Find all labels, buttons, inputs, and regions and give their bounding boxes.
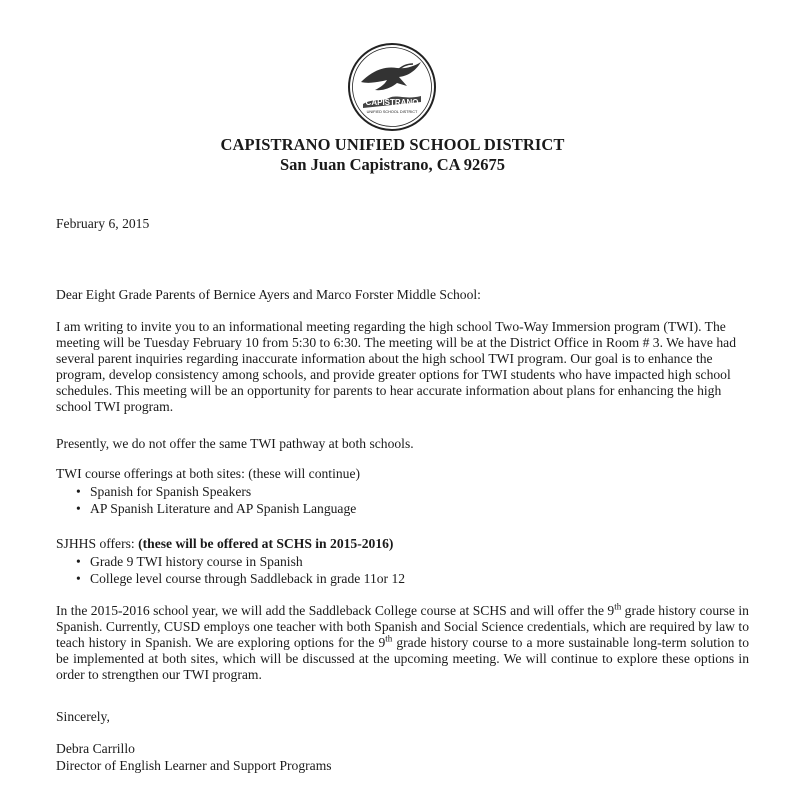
paragraph-intro: I am writing to invite you to an informational meeting regarding the high school Two-Way Immersion program (TWI). The meeting will be Tuesday February 10 from 5:30 to 6:30. The meeting will be at the District Office in Room # 3. We have had several parent inquiries regarding inaccurate information about the high school TWI program. Our goal is to enhance the program, develop consistency among schools, and provide greater options for TWI students who have impacted high school schedules. This meeting will be an opportunity for parents to hear accurate information about plans for enhancing the high school TWI program.: [56, 319, 736, 414]
sjhhs-heading-label: SJHHS offers:: [56, 536, 139, 551]
sjhhs-list: [56, 553, 405, 587]
paragraph-pathway: Presently, we do not offer the same TWI pathway at both schools.: [56, 436, 414, 451]
list-item: • Grade 9 TWI history course in Spanish: [56, 553, 405, 570]
offerings-list: [56, 483, 356, 517]
seal-text: CAPISTRANO: [365, 98, 419, 107]
superscript-th: th: [385, 633, 393, 644]
seal-subtext: UNIFIED SCHOOL DISTRICT: [366, 110, 418, 114]
paragraph-plans: In the 2015-2016 school year, we will add the Saddleback College course at SCHS and will offer the 9th grade history course in Spanish. Currently, CUSD employs one teacher with both Spanish and Social Science credentials, which are required by law to teach history in Spanish. We are exploring options for the 9th grade history course to a more sustainable long-term solution to be implemented at both sites, which will be discussed at the upcoming meeting. We will continue to explore these options in order to strengthen our TWI program.: [56, 601, 749, 682]
letter-date: February 6, 2015: [56, 216, 150, 231]
district-name: CAPISTRANO UNIFIED SCHOOL DISTRICT: [220, 135, 565, 154]
sjhhs-heading: [56, 536, 393, 552]
signer-name: Debra Carrillo: [56, 741, 135, 756]
superscript-th: th: [614, 601, 622, 612]
list-item: • College level course through Saddleback in grade 11or 12: [56, 570, 405, 587]
list-item: • AP Spanish Literature and AP Spanish Language: [56, 500, 356, 517]
offerings-heading: TWI course offerings at both sites: (these will continue): [56, 466, 361, 481]
list-item: • Spanish for Spanish Speakers: [56, 483, 356, 500]
salutation: Dear Eight Grade Parents of Bernice Ayers and Marco Forster Middle School:: [56, 287, 481, 302]
signer-title: Director of English Learner and Support Programs: [56, 758, 332, 773]
closing: Sincerely,: [56, 709, 110, 724]
letterhead: [0, 135, 785, 175]
district-seal-logo: [347, 42, 437, 132]
district-location: San Juan Capistrano, CA 92675: [279, 155, 506, 174]
sjhhs-heading-note: (these will be offered at SCHS in 2015-2016): [138, 536, 394, 551]
